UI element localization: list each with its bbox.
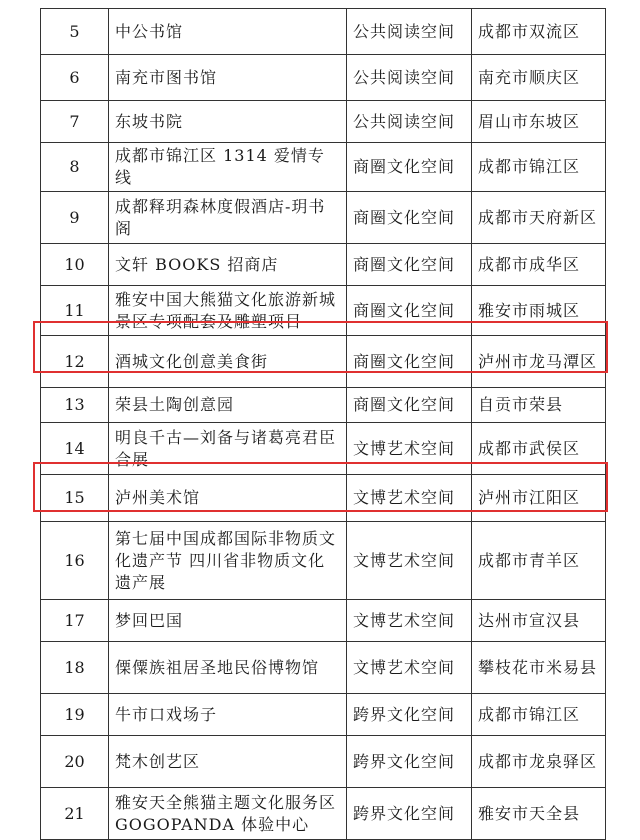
row-number-cell: 11: [41, 286, 109, 336]
venue-name-cell: 牛市口戏场子: [109, 694, 347, 736]
venue-name-cell: 成都释玥森林度假酒店-玥书阁: [109, 192, 347, 244]
category-cell: 公共阅读空间: [347, 9, 472, 55]
location-cell: 泸州市龙马潭区: [472, 336, 606, 388]
row-number-cell: 16: [41, 522, 109, 600]
category-cell: 商圈文化空间: [347, 192, 472, 244]
location-cell: 成都市青羊区: [472, 522, 606, 600]
table-row: [41, 101, 606, 143]
table-row: [41, 736, 606, 788]
table-row: [41, 388, 606, 423]
location-cell: 成都市天府新区: [472, 192, 606, 244]
row-number-cell: 6: [41, 55, 109, 101]
row-number-cell: 14: [41, 423, 109, 475]
category-cell: 商圈文化空间: [347, 244, 472, 286]
location-cell: 雅安市天全县: [472, 788, 606, 840]
location-cell: 眉山市东坡区: [472, 101, 606, 143]
category-cell: 文博艺术空间: [347, 475, 472, 522]
venue-name-cell: 酒城文化创意美食街: [109, 336, 347, 388]
table-row: [41, 522, 606, 600]
location-cell: 雅安市雨城区: [472, 286, 606, 336]
row-number-cell: 19: [41, 694, 109, 736]
venue-name-cell: 南充市图书馆: [109, 55, 347, 101]
table-row: [41, 244, 606, 286]
category-cell: 文博艺术空间: [347, 642, 472, 694]
category-cell: 跨界文化空间: [347, 694, 472, 736]
location-cell: 成都市武侯区: [472, 423, 606, 475]
table-row: [41, 788, 606, 840]
venue-name-cell: 文轩 BOOKS 招商店: [109, 244, 347, 286]
venue-name-cell: 荣县土陶创意园: [109, 388, 347, 423]
venue-name-cell: 成都市锦江区 1314 爱情专线: [109, 143, 347, 192]
venue-name-cell: 傈僳族祖居圣地民俗博物馆: [109, 642, 347, 694]
location-cell: 南充市顺庆区: [472, 55, 606, 101]
venue-name-cell: 明良千古—刘备与诸葛亮君臣合展: [109, 423, 347, 475]
category-cell: 商圈文化空间: [347, 336, 472, 388]
table-row: [41, 143, 606, 192]
row-number-cell: 7: [41, 101, 109, 143]
table-row: [41, 9, 606, 55]
row-number-cell: 21: [41, 788, 109, 840]
location-cell: 成都市双流区: [472, 9, 606, 55]
row-number-cell: 12: [41, 336, 109, 388]
category-cell: 文博艺术空间: [347, 600, 472, 642]
row-number-cell: 13: [41, 388, 109, 423]
category-cell: 商圈文化空间: [347, 143, 472, 192]
row-number-cell: 17: [41, 600, 109, 642]
location-cell: 成都市成华区: [472, 244, 606, 286]
category-cell: 文博艺术空间: [347, 423, 472, 475]
row-number-cell: 18: [41, 642, 109, 694]
row-number-cell: 10: [41, 244, 109, 286]
category-cell: 商圈文化空间: [347, 286, 472, 336]
table-row: [41, 600, 606, 642]
venue-name-cell: 雅安中国大熊猫文化旅游新城景区专项配套及雕塑项目: [109, 286, 347, 336]
venue-name-cell: 第七届中国成都国际非物质文化遗产节 四川省非物质文化遗产展: [109, 522, 347, 600]
location-cell: 成都市锦江区: [472, 143, 606, 192]
venue-name-cell: 泸州美术馆: [109, 475, 347, 522]
venue-table-body: [41, 9, 606, 840]
row-number-cell: 15: [41, 475, 109, 522]
row-number-cell: 8: [41, 143, 109, 192]
category-cell: 商圈文化空间: [347, 388, 472, 423]
table-row: [41, 192, 606, 244]
table-row: [41, 642, 606, 694]
category-cell: 公共阅读空间: [347, 55, 472, 101]
venue-name-cell: 东坡书院: [109, 101, 347, 143]
location-cell: 泸州市江阳区: [472, 475, 606, 522]
location-cell: 成都市锦江区: [472, 694, 606, 736]
venue-name-cell: 梦回巴国: [109, 600, 347, 642]
row-number-cell: 20: [41, 736, 109, 788]
row-number-cell: 5: [41, 9, 109, 55]
venue-name-cell: 中公书馆: [109, 9, 347, 55]
highlight-box-row-15: [33, 462, 608, 512]
location-cell: 成都市龙泉驿区: [472, 736, 606, 788]
location-cell: 攀枝花市米易县: [472, 642, 606, 694]
venue-table: [40, 8, 606, 840]
category-cell: 公共阅读空间: [347, 101, 472, 143]
highlight-box-row-12: [33, 321, 608, 373]
category-cell: 跨界文化空间: [347, 736, 472, 788]
location-cell: 达州市宣汉县: [472, 600, 606, 642]
venue-name-cell: 梵木创艺区: [109, 736, 347, 788]
venue-name-cell: 雅安天全熊猫主题文化服务区 GOGOPANDA 体验中心: [109, 788, 347, 840]
table-row: [41, 55, 606, 101]
row-number-cell: 9: [41, 192, 109, 244]
location-cell: 自贡市荣县: [472, 388, 606, 423]
category-cell: 文博艺术空间: [347, 522, 472, 600]
category-cell: 跨界文化空间: [347, 788, 472, 840]
table-row: [41, 694, 606, 736]
